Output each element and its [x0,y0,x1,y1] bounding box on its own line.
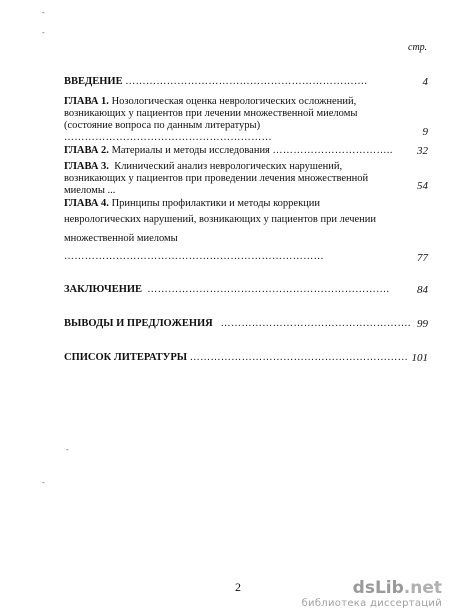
toc-entry-title: СПИСОК ЛИТЕРАТУРЫ [64,352,188,363]
toc-page-number: 9 [422,126,428,138]
margin-mark: - [66,445,69,454]
toc-entry-text: возникающих у пациентов при лечении множественной миеломы [64,108,358,119]
toc-leader-dots: ……………………………………………………………. [125,76,368,87]
watermark-brand: dsLib.net [352,578,442,598]
toc-entry-text: возникающих у пациентов при проведении лечения множественной [64,173,369,184]
toc-page-number: 101 [411,352,428,364]
toc-entry-text: (состояние вопроса по данным литературы) [64,120,261,131]
toc-entry-chapter-3[interactable] [64,161,368,197]
toc-page-number: 4 [422,76,428,88]
toc-entry-title: ГЛАВА 1. [64,96,109,107]
toc-entry-title: ВВЕДЕНИЕ [64,76,123,87]
toc-leader-dots: ………………………………………………………………… [64,251,324,262]
watermark-subtitle: библиотека диссертаций [301,598,442,609]
toc-entry-title: ЗАКЛЮЧЕНИЕ [64,284,143,295]
toc-entry-title: ВЫВОДЫ И ПРЕДЛОЖЕНИЯ [64,318,213,329]
toc-page-number: 54 [417,180,428,192]
toc-entry-title: ГЛАВА 4. [64,198,109,209]
margin-mark: - [42,28,45,37]
margin-mark: - [42,8,45,17]
toc-entry-text: Материалы и методы исследования [111,145,270,156]
toc-page-number: 32 [417,145,428,157]
toc-page-number: 84 [417,284,428,296]
toc-entry-text: Нозологическая оценка неврологических осложнений, [111,96,357,107]
toc-entry-text: Клинический анализ неврологических нарушений, [114,161,343,172]
toc-leader-dots: …………………………….. [272,145,393,156]
toc-entry-text: Принципы профилактики и методы коррекции [111,198,321,209]
toc-entry-chapter-2[interactable] [64,145,393,157]
toc-entry-introduction[interactable] [64,76,367,88]
toc-entry-chapter-4[interactable] [64,198,320,210]
toc-leader-dots: ………………………………………………. [220,318,411,329]
toc-entry-references[interactable] [64,352,408,364]
toc-entry-text: неврологических нарушений, возникающих у пациентов при лечении [64,214,377,225]
toc-entry-title: ГЛАВА 3. [64,161,109,172]
toc-entry-title: ГЛАВА 2. [64,145,109,156]
page-label-header: стр. [408,42,428,53]
toc-leader-dots: ……………………………………………………………. [147,284,390,295]
watermark-logo [302,578,442,609]
margin-mark: - [42,478,45,487]
toc-entry-conclusion[interactable] [64,284,389,296]
toc-page-number: 77 [417,252,428,264]
toc-entry-text: множественной миеломы [64,233,178,244]
toc-leader-dots: …………………………………………………… [64,132,272,143]
toc-entry-text: миеломы ... [64,185,116,196]
toc-leader-dots: ……………………………………………………… [189,352,409,363]
toc-entry-chapter-1[interactable] [64,96,357,144]
toc-entry-findings[interactable] [64,318,411,330]
toc-page-number: 99 [417,318,428,330]
page-number-footer: 2 [235,580,241,594]
